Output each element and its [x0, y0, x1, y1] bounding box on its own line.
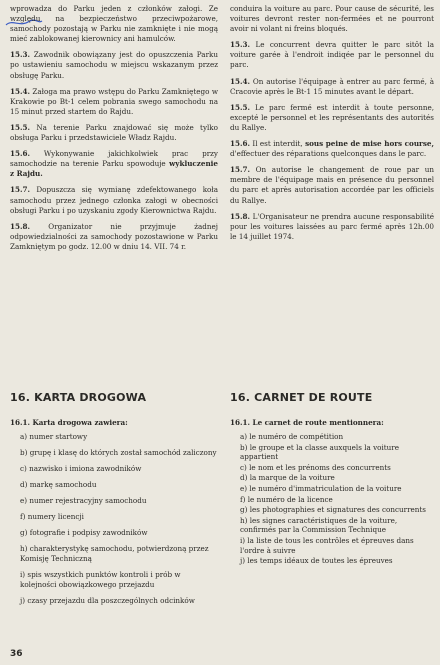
section-16-french	[230, 391, 434, 567]
paragraph-15-8-pl: 15.8. Organizator nie przyjmuje żadnej odpowiedzialności za samochody pozostawione w Parku Zamkniętym po godz. 12.00 w dniu 14. VII. 74 r.	[10, 221, 218, 251]
paragraph-15-8-fr: 15.8. L'Organisateur ne prendra aucune responsabilité pour les voitures laissées au parc fermé après 12h.00 le 14 juillet 1974.	[230, 211, 434, 241]
list-item: h) charakterystykę samochodu, potwierdzoną przez Komisję Techniczną	[20, 544, 209, 563]
list-item: i) la liste de tous les contrôles et épreuves dans l'ordre à suivre	[240, 535, 414, 555]
paragraph-15-4-pl: 15.4. Załoga ma prawo wstępu do Parku Zamkniętego w Krakowie po Bt-1 celem pobrania swego samochodu na 15 minut przed startem do Rajdu.	[10, 86, 218, 116]
section-title-fr: 16. CARNET DE ROUTE	[230, 391, 373, 404]
paragraph-15-7-fr: 15.7. On autorise le changement de roue par un membre de l'équipage mais en présence du personnel du parc et après autorisation accordée par les officiels du Rallye.	[230, 165, 434, 205]
list-item: d) markę samochodu	[20, 480, 97, 489]
top-right-column	[230, 4, 434, 248]
list-item: c) nazwisko i imiona zawodników	[20, 464, 142, 473]
list-item: f) numery licencji	[20, 512, 84, 521]
paragraph-15-7-pl: 15.7. Dopuszcza się wymianę zdefektowanego koła samochodu przez jednego członka załogi w obecności obsługi Parku i po uzyskaniu zgody Kierownictwa Rajdu.	[10, 185, 218, 215]
list-item: i) spis wszystkich punktów kontroli i prób w kolejności obowiązkowego przejazdu	[20, 570, 181, 589]
section-intro-pl: 16.1. Karta drogowa zawiera:	[10, 418, 128, 427]
paragraph-15-6-fr: 15.6. Il est interdit, sous peine de mise hors course, d'effectuer des réparations quelconques dans le parc.	[230, 139, 434, 159]
list-item: b) le groupe et la classe auxquels la voiture appartient	[240, 442, 399, 462]
paragraph-15-2-cont-fr: conduira la voiture au parc. Pour cause de sécurité, les voitures devront rester non-fermées et ne pourront avoir ni volant ni freins bloqués.	[230, 4, 434, 34]
paragraph-15-6-pl: 15.6. Wykonywanie jakichkolwiek prac przy samochodzie na terenie Parku spowoduje wykluczenie z Rajdu.	[10, 149, 218, 179]
paragraph-15-3-fr: 15.3. Le concurrent devra quitter le parc sitôt la voiture garée à l'endroit indiqée par le personnel du parc.	[230, 40, 434, 70]
list-item: g) les photographies et signatures des concurrents	[240, 505, 426, 515]
list-item: j) les temps idéaux de toutes les épreuves	[240, 556, 393, 566]
list-item: h) les signes caractéristiques de la voiture, confirmés par la Commission Technique	[240, 515, 398, 535]
section-title-pl: 16. KARTA DROGOWA	[10, 391, 147, 404]
list-item: f) le numéro de la licence	[240, 494, 333, 504]
list-item: a) le numéro de compétition	[240, 432, 344, 441]
list-item: d) la marque de la voiture	[240, 473, 335, 483]
list-item: c) le nom et les prénoms des concurrents	[240, 462, 391, 472]
list-item: a) numer startowy	[20, 432, 88, 441]
list-item: b) grupę i klasę do których został samochód zaliczony	[20, 448, 217, 457]
paragraph-15-5-fr: 15.5. Le parc fermé est interdit à toute personne, excepté le personnel et les représentants des autorités du Rallye.	[230, 102, 434, 132]
section-intro-fr: 16.1. Le carnet de route mentionnera:	[230, 418, 384, 427]
paragraph-15-2-cont-pl: wprowadza do Parku jeden z członków załogi. Ze względu na bezpieczeństwo przeciwpożarowe, samochody pozostają w Parku nie zamknięte i nie mogą mieć zablokowanej kierownicy ani hamulców.	[10, 4, 218, 44]
page-number: 36	[10, 649, 23, 659]
item-list-fr	[230, 432, 434, 566]
top-left-column	[10, 4, 218, 258]
paragraph-15-5-pl: 15.5. Na terenie Parku znajdować się może tylko obsługa Parku i przedstawiciele Władz Rajdu.	[10, 122, 218, 143]
list-item: j) czasy przejazdu dla poszczególnych odcinków	[20, 596, 195, 605]
list-item: g) fotografie i podpisy zawodników	[20, 528, 148, 537]
item-list-pl	[10, 432, 218, 606]
paragraph-15-3-pl: 15.3. Zawodnik obowiązany jest do opuszczenia Parku po ustawieniu samochodu w miejscu wskazanym przez obsługę Parku.	[10, 50, 218, 80]
paragraph-15-4-fr: 15.4. On autorise l'équipage à entrer au parc fermé, à Cracovie après le Bt-1 15 minutes avant le départ.	[230, 76, 434, 96]
list-item: e) le numéro d'immatriculation de la voiture	[240, 483, 402, 493]
list-item: e) numer rejestracyjny samochodu	[20, 496, 147, 505]
section-16-polish	[10, 391, 218, 612]
